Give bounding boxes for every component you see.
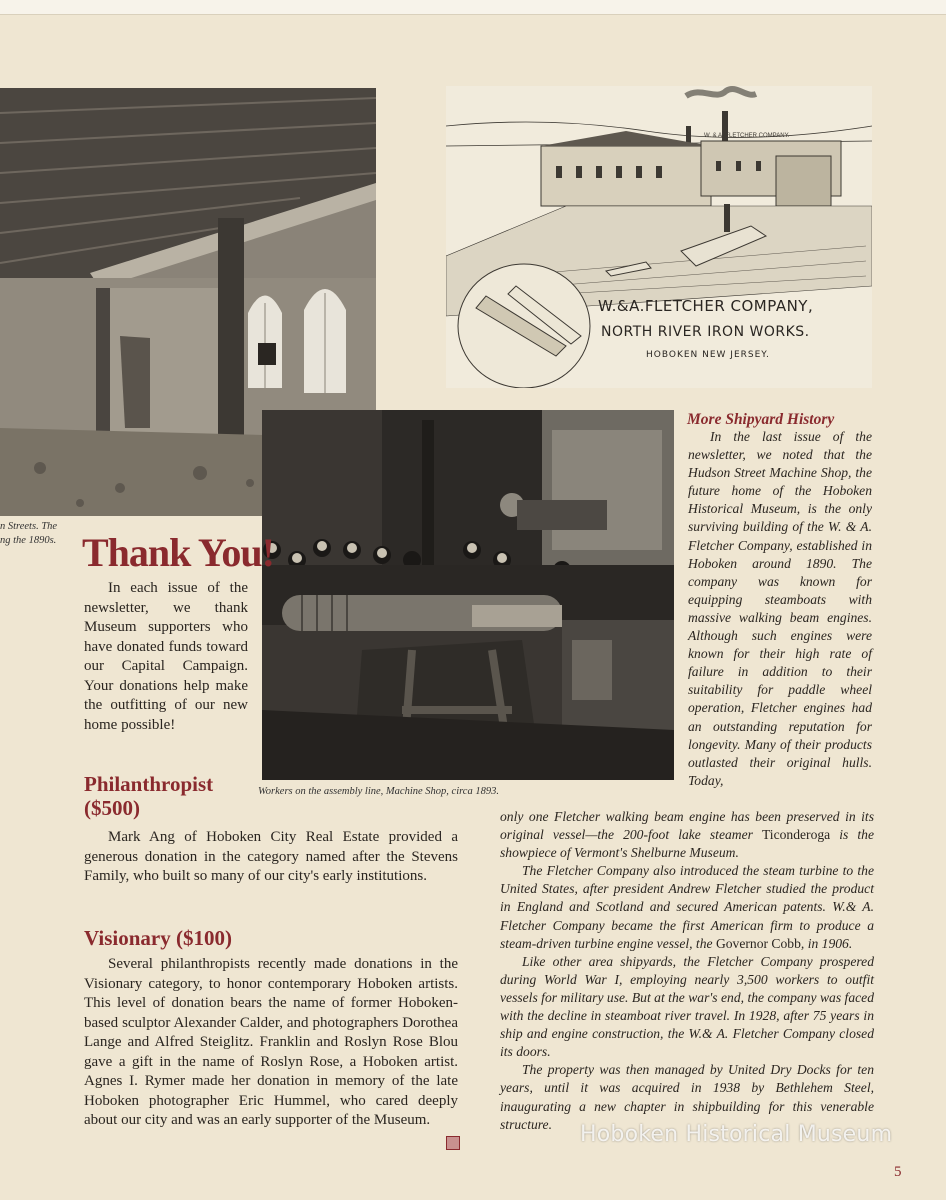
visionary-heading: Visionary ($100) xyxy=(84,926,232,950)
shipyard-p2-b: , in 1906. xyxy=(800,935,853,951)
machine-shop-photo xyxy=(262,410,674,780)
shipyard-heading: More Shipyard History xyxy=(687,411,835,428)
visionary-paragraph: Several philanthropists recently made donations in the Visionary category, to honor contemporary Hoboken artists. This level of donation bears the name of former Hoboken-based sculptor Alexander Calder, and photographers Dorothea Lange and Alfred Steiglitz. Franklin and Roslyn Rose Blou gave a gift in the name of Roslyn Rose, a Hoboken artist. Agnes I. Rymer made her donation in memory of the late Hoboken photographer Eric Hummel, who cared deeply about our city and was an early supporter of the Museum. xyxy=(84,956,458,1128)
shipyard-ship-governor-cobb: Governor Cobb xyxy=(715,935,801,951)
shipyard-ship-ticonderoga: Ticonderoga xyxy=(761,827,831,843)
shipyard-paragraph-4: The property was then managed by United Dry Docks for ten years, until it was acquired in 1938 by Bethlehem Steel, inaugurating a new chapter in shipbuilding for this venerable structure. xyxy=(500,1062,874,1132)
thank-you-paragraph: In each issue of the newsletter, we thank Museum supporters who have donated funds toward our Capital Campaign. Your donations help make the outfitting of our new home possible! xyxy=(84,580,248,733)
caption-fragment-2: ng the 1890s. xyxy=(0,535,57,546)
visionary-body xyxy=(84,955,458,1131)
philanthropist-paragraph: Mark Ang of Hoboken City Real Estate provided a generous donation in the category named after the Stevens Family, who built so many of our city's early institutions. xyxy=(84,829,458,884)
shipyard-paragraph-1-bottom xyxy=(500,808,874,862)
shipyard-p2-a: The Fletcher Company also introduced the steam turbine to the United States, after president Andrew Fletcher studied the product in England and Scotland and secured American patents. W.& A. Fletcher Company became the first American firm to produce a steam-driven turbine engine vessel, the xyxy=(500,863,874,951)
shipyard-paragraph-3: Like other area shipyards, the Fletcher Company prospered during World War I, employing nearly 3,500 workers to outfit vessels for military use. But at the war's end, the company was faced with the decline in steamboat river travel. In 1928, after 75 years in ship and engine construction, the W.& A. Fletcher Company closed its doors. xyxy=(500,953,874,1060)
caption-workers: Workers on the assembly line, Machine Shop, circa 1893. xyxy=(258,786,499,797)
watermark: Hoboken Historical Museum xyxy=(580,1122,893,1147)
engraving-place-text: HOBOKEN NEW JERSEY. xyxy=(646,350,770,360)
engraving-illustration xyxy=(446,86,872,388)
shipyard-column-bottom xyxy=(500,808,874,1134)
shipyard-p1-a: only one Fletcher walking beam engine has been preserved in its original vessel—the 200-foot lake steamer xyxy=(500,809,874,843)
thank-you-body xyxy=(84,579,248,735)
philanthropist-body xyxy=(84,828,458,887)
thank-you-heading: Thank You! xyxy=(82,530,274,575)
engraving-company-text: W.&A.FLETCHER COMPANY, xyxy=(598,297,814,315)
shipyard-paragraph-2 xyxy=(500,862,874,952)
shipyard-column-top xyxy=(688,428,872,790)
shipyard-p1-b: is the showpiece of Vermont's Shelburne Museum. xyxy=(500,827,874,861)
end-mark-icon xyxy=(446,1136,460,1150)
page-number: 5 xyxy=(894,1164,902,1180)
engraving-sign-text: W. & A. FLETCHER COMPANY. xyxy=(704,133,790,139)
philanthropist-heading: Philanthropist ($500) xyxy=(84,772,214,820)
scan-top-edge xyxy=(0,0,946,15)
shipyard-paragraph-1-top: In the last issue of the newsletter, we noted that the Hudson Street Machine Shop, the future home of the Hoboken Historical Museum, is the only surviving building of the W. & A. Fletcher Company, established in Hoboken around 1890. The company was known for equipping steamboats with massive walking beam engines. Although such engines were known for their high rate of failure in addition to their suitability for paddle wheel operation, Fletcher engines had an outstanding reputation for longevity. Many of their products outlasted their original hulls. Today, xyxy=(688,429,872,788)
caption-fragment-1: n Streets. The xyxy=(0,521,58,532)
engraving-works-text: NORTH RIVER IRON WORKS. xyxy=(601,324,810,340)
